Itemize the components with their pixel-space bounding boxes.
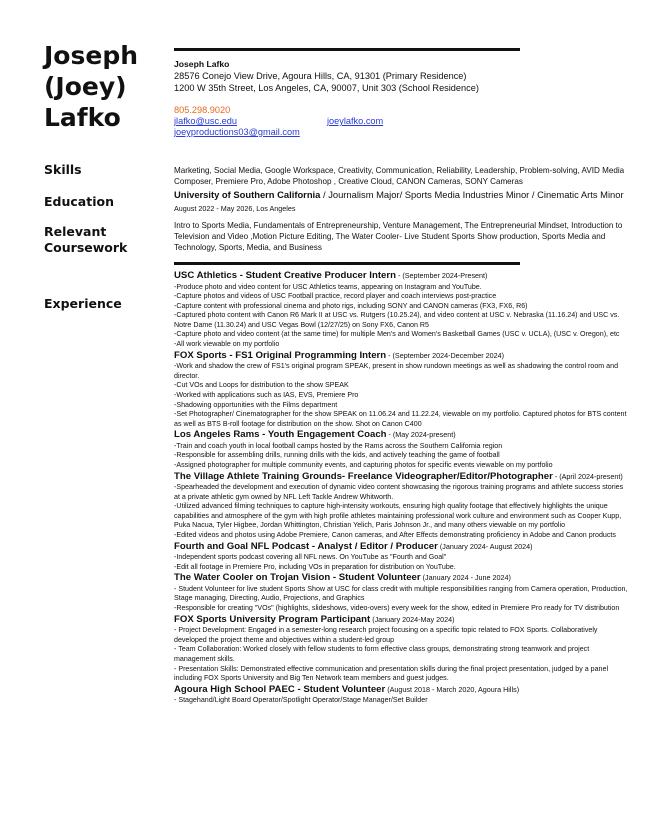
section-heading-coursework [44, 224, 127, 256]
job-dates: - (September 2024-December 2024) [386, 350, 505, 360]
education-program: / Journalism Major/ Sports Media Industries Minor / Cinematic Arts Minor [320, 189, 624, 200]
experience-rule [174, 262, 520, 265]
job-bullet: -Work and shadow the crew of FS1's original program SPEAK, present in show rundown meetings as well as shadowing the control room and director. [174, 362, 619, 380]
name-line-first: Joseph [44, 41, 139, 70]
phone-number: 805.298.9020 [174, 105, 231, 115]
experience-item [174, 350, 630, 430]
job-title [174, 471, 630, 484]
experience-item [174, 684, 630, 706]
job-bullet: -Captured photo content with Canon R6 Mark II at USC vs. Rutgers (10.25.24), and video content at USC v. Nebraska (11.16.24) and USC vs. Notre Dame (11.30.24) and USC Vegas Bowl (12/27/25) on Sony FX6, Canon R5 [174, 311, 620, 329]
job-title-text: Los Angeles Rams - Youth Engagement Coach [174, 429, 387, 441]
job-bullet: - Presentation Skills: Demonstrated effective communication and presentation skills during the final project presentation, judged by a panel including FOX Sports University and Big Ten Network team members and guest judges. [174, 664, 609, 683]
experience-list [174, 270, 630, 706]
job-bullet: -Edited videos and photos using Adobe Premiere, Canon cameras, and After Effects demonstrating proficiency in Adobe and Canon products [174, 531, 616, 540]
job-bullet: -Worked with applications such as IAS, EVS, Premiere Pro [174, 390, 359, 399]
coursework-heading-line1: Relevant [44, 224, 107, 239]
job-title-text: FOX Sports University Program Participant [174, 613, 371, 625]
experience-item [174, 429, 630, 470]
job-title-text: FOX Sports - FS1 Original Programming Intern [174, 349, 387, 361]
experience-item [174, 270, 630, 350]
education-dates: August 2022 - May 2026, Los Angeles [174, 204, 296, 213]
education-entry [174, 189, 630, 215]
job-title-text: Fourth and Goal NFL Podcast - Analyst / Editor / Producer [174, 540, 438, 552]
experience-item [174, 471, 630, 541]
primary-address: 28576 Conejo View Drive, Agoura Hills, CA, 91301 (Primary Residence) [174, 71, 467, 81]
job-title-text: The Water Cooler on Trojan Vision - Student Volunteer [174, 572, 421, 584]
job-dates: (January 2024-May 2024) [370, 614, 455, 624]
job-dates: (January 2024- August 2024) [437, 541, 533, 551]
job-bullet: -Edit all footage in Premiere Pro, including VOs in preparation for distribution on YouTube. [174, 562, 456, 571]
job-bullet: -All work viewable on my portfolio [174, 340, 280, 349]
job-title-text: USC Athletics - Student Creative Producer Intern [174, 270, 396, 281]
school-address: 1200 W 35th Street, Los Angeles, CA, 90007, Unit 303 (School Residence) [174, 83, 479, 93]
job-title-text: The Village Athlete Training Grounds- Freelance Videographer/Editor/Photographer [174, 470, 553, 482]
contact-name: Joseph Lafko [174, 59, 230, 69]
job-bullet: -Capture photos and videos of USC Football practice, record player and coach interviews post-practice [174, 292, 497, 301]
job-bullet: -Capture photo and video content (at the same time) for multiple Men's and Women's Basketball Games (USC v. UCLA), (USC v. Oregon), etc [174, 330, 620, 339]
job-bullet: -Responsible for creating "VOs" (highlights, slideshows, video-overs) every week for the show, edited in Premiere Pro ready for TV distribution [174, 604, 620, 613]
email-gmail-link[interactable]: joeyproductions03@gmail.com [174, 127, 300, 137]
job-bullet: -Responsible for assembling drills, running drills with the kids, and actively teaching the game of football [174, 451, 500, 460]
job-title [174, 429, 630, 442]
job-title [174, 270, 630, 283]
job-dates: - (May 2024-present) [386, 430, 456, 440]
job-bullet: - Team Collaboration: Worked closely with fellow students to form effective class groups, demonstrating strong teamwork and project management skills. [174, 645, 590, 663]
job-bullet: -Spearheaded the development and execution of dynamic video content showcasing the rigorous training programs and athlete success stories at a private athletic gym owned by NFL Left Tackle Andrew Whitworth. [174, 483, 624, 501]
job-bullet: - Stagehand/Light Board Operator/Spotlight Operator/Stage Manager/Set Builder [174, 696, 428, 705]
job-dates: - (April 2024-present) [552, 471, 623, 481]
section-heading-experience: Experience [44, 296, 122, 311]
job-title [174, 684, 630, 697]
experience-item [174, 614, 630, 684]
section-heading-education: Education [44, 194, 114, 209]
name-line-nickname: (Joey) [44, 72, 127, 101]
skills-text: Marketing, Social Media, Google Workspace, Creativity, Communication, Reliability, Leadership, Problem-solving, AVID Media Composer, Premiere Pro, Adobe Photoshop , Creative Cloud, CANON Cameras, SONY Cameras [174, 166, 625, 186]
job-bullet: - Project Development: Engaged in a semester-long research project focusing on a specific topic related to FOX Sports. Collaboratively developed the project theme and objectives within a student-led group [174, 626, 598, 644]
job-title [174, 614, 630, 627]
education-school: University of Southern California [174, 189, 321, 200]
job-title [174, 541, 630, 554]
website-link[interactable]: joeylafko.com [327, 116, 384, 126]
job-title [174, 350, 630, 363]
job-title [174, 572, 630, 585]
coursework-text: Intro to Sports Media, Fundamentals of Entrepreneurship, Venture Management, The Entrepreneurial Mindset, Introduction to Television and Video ,Motion Picture Editing, The Water Cooler- Live Student Sports Show production, Sports Media and Technology, Sports, Media, and Business [174, 221, 623, 252]
job-bullet: -Produce photo and video content for USC Athletics teams, appearing on Instagram and YouTube. [174, 282, 482, 291]
job-dates: (January 2024 - June 2024) [420, 573, 511, 583]
job-bullet: -Utilized advanced filming techniques to capture high-intensity workouts, ensuring high quality footage that effectively highlights the unique capabilities and atmosphere of the gym with high profile athletes maintaining professional work culture and environment such as Cooper Kupp, Puka Nacua, Tyler Higbee, Jordan Whittington, Christian Yelich, Paris Johnson Jr., and many others viewable on my portfolio [174, 502, 622, 530]
top-rule [174, 48, 520, 51]
job-dates: (August 2018 - March 2020, Agoura Hills) [385, 684, 520, 694]
job-dates: - (September 2024-Present) [395, 271, 488, 280]
experience-item [174, 572, 630, 613]
job-bullet: -Cut VOs and Loops for distribution to the show SPEAK [174, 381, 349, 390]
job-title-text: Agoura High School PAEC - Student Volunteer [174, 683, 386, 695]
job-bullet: -Set Photographer/ Cinematographer for the show SPEAK on 11.06.24 and 11.22.24, viewable on my portfolio. Captured photos for BTS content as well as BTS B-roll footage for distribution on the show. Shot on Canon C400 [174, 410, 627, 428]
candidate-name [44, 40, 174, 133]
job-bullet: - Student Volunteer for live student Sports Show at USC for class credit with multiple responsibilities ranging from Camera operation, Production, Stage managing, Directing, Audio, Projections, and Graphics [174, 584, 628, 603]
job-bullet: -Train and coach youth in local football camps hosted by the Rams across the Southern California region [174, 441, 503, 450]
section-heading-skills: Skills [44, 162, 82, 177]
job-bullet: -Capture content with professional cinema and photo rigs, including SONY and CANON cameras (FX3, FX6, R6) [174, 301, 528, 310]
job-bullet: -Independent sports podcast covering all NFL news. On YouTube as "Fourth and Goal" [174, 553, 447, 562]
coursework-heading-line2: Coursework [44, 240, 128, 255]
email-usc-link[interactable]: jlafko@usc.edu [174, 116, 237, 126]
job-bullet: -Shadowing opportunities with the Films department [174, 400, 338, 409]
experience-item [174, 541, 630, 573]
job-bullet: -Assigned photographer for multiple community events, and capturing photos for specific events viewable on my portfolio [174, 461, 553, 469]
contact-block [174, 58, 630, 138]
name-line-last: Lafko [44, 103, 121, 132]
